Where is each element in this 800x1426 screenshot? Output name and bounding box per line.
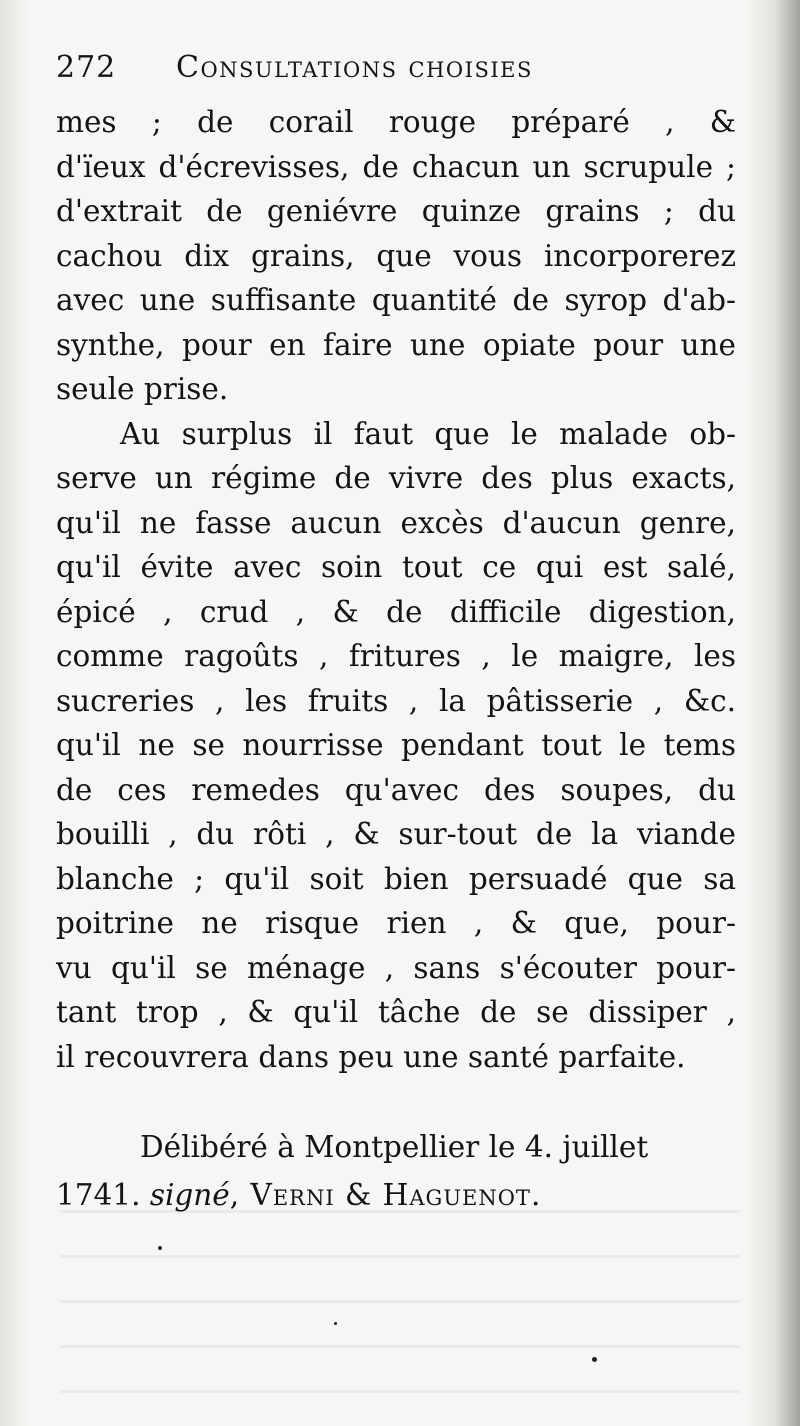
closing-signature	[56, 1123, 736, 1219]
text-line: seule prise.	[56, 372, 229, 406]
text-line: vu qu'il se ménage , sans s'écouter pour-	[56, 950, 736, 985]
signatories: , Verni & Haguenot.	[229, 1178, 542, 1212]
ink-speck	[592, 1357, 597, 1362]
paragraph-gap	[56, 1079, 736, 1123]
text-line: épicé , crud , & de difficile digestion,	[56, 594, 736, 629]
text-line: mes ; de corail rouge préparé , &	[56, 105, 736, 139]
text-line: Au surplus il faut que le malade ob-	[120, 416, 736, 451]
deliberation-line: Délibéré à Montpellier le 4. juillet	[140, 1130, 649, 1164]
text-line: d'extrait de geniévre quinze grains ; du	[56, 194, 736, 228]
text-line: tant trop , & qu'il tâche de se dissiper ,	[56, 995, 736, 1029]
text-line: avec une suffisante quantité de syrop d'ab-	[56, 283, 736, 317]
signed-word: signé	[149, 1178, 230, 1212]
text-line: cachou dix grains, que vous incorporerez	[56, 238, 736, 273]
running-title: Consultations choisies	[176, 50, 533, 85]
text-line: blanche ; qu'il soit bien persuadé que sa	[56, 861, 736, 896]
text-line: il recouvrera dans peu une santé parfaite.	[56, 1039, 686, 1074]
text-line: serve un régime de vivre des plus exacts,	[56, 461, 736, 495]
page-left-shadow	[0, 0, 30, 1426]
text-line: qu'il ne se nourrisse pendant tout le tems	[56, 728, 736, 762]
page-gutter-shadow	[745, 0, 800, 1426]
paragraph-2	[56, 412, 736, 1080]
text-line: bouilli , du rôti , & sur-tout de la viande	[56, 817, 736, 851]
text-line: sucreries , les fruits , la pâtisserie , &c.	[56, 683, 736, 718]
page-text	[56, 50, 736, 1219]
text-line: de ces remedes qu'avec des soupes, du	[56, 772, 736, 807]
ink-speck	[158, 1246, 162, 1250]
signature-date: 1741.	[56, 1178, 141, 1212]
page-number: 272	[56, 50, 117, 85]
ink-speck	[334, 1322, 337, 1325]
text-line: qu'il ne fasse aucun excès d'aucun genre,	[56, 505, 736, 540]
text-line: d'ïeux d'écrevisses, de chacun un scrupule ;	[56, 149, 736, 184]
text-line: comme ragoûts , fritures , le maigre, les	[56, 639, 736, 673]
text-line: poitrine ne risque rien , & que, pour-	[56, 906, 736, 940]
text-line: qu'il évite avec soin tout ce qui est salé,	[56, 550, 736, 584]
paragraph-1	[56, 100, 736, 412]
signature-line	[56, 1171, 736, 1219]
text-line: synthe, pour en faire une opiate pour une	[56, 327, 736, 362]
running-head	[56, 50, 736, 100]
